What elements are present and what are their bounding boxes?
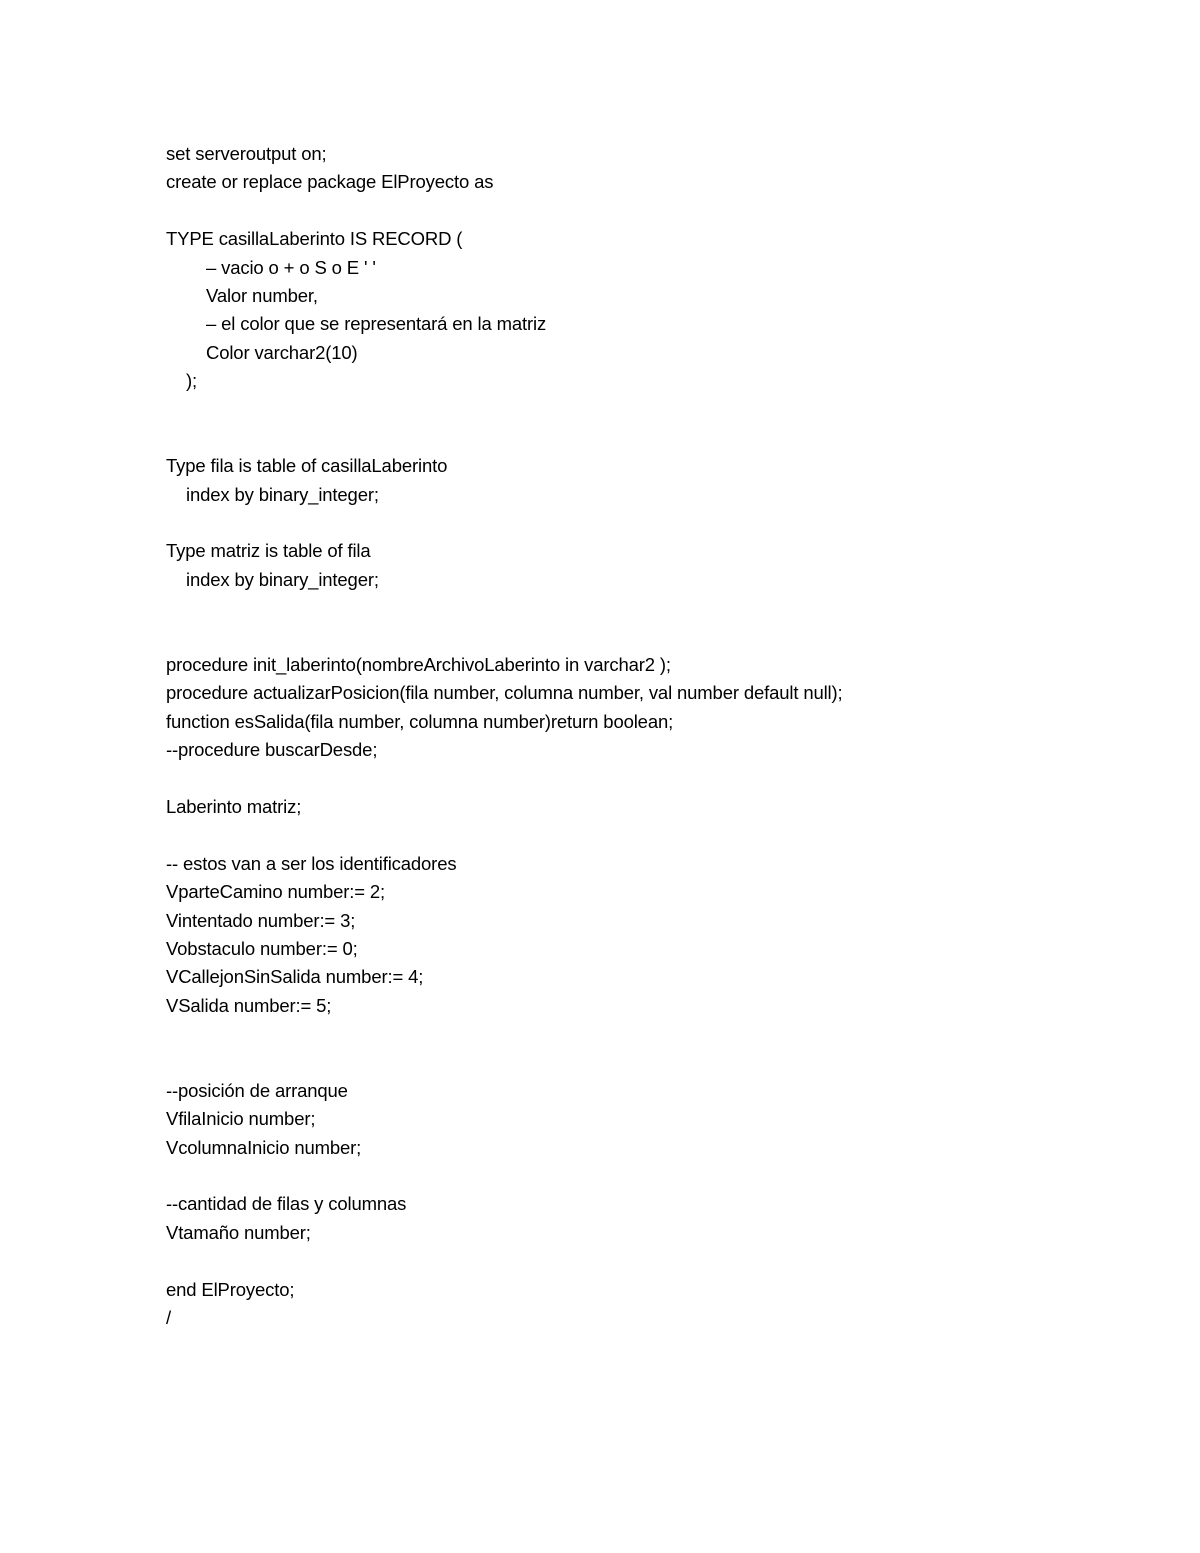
code-line: procedure init_laberinto(nombreArchivoLaberinto in varchar2 ); — [166, 654, 671, 676]
blank-line — [166, 765, 1146, 793]
code-line: create or replace package ElProyecto as — [166, 171, 494, 193]
code-line: function esSalida(fila number, columna number)return boolean; — [166, 710, 674, 732]
blank-line — [166, 623, 1146, 651]
code-line: Vtamaño number; — [166, 1221, 311, 1243]
blank-line — [166, 821, 1146, 849]
blank-line — [166, 1049, 1146, 1077]
code-line: VparteCamino number:= 2; — [166, 881, 386, 903]
code-line: ); — [186, 370, 198, 392]
code-line: Valor number, — [206, 284, 318, 306]
code-line: procedure actualizarPosicion(fila number, columna number, val number default null); — [166, 682, 843, 704]
code-line: set serveroutput on; — [166, 143, 327, 164]
code-line: VcolumnaInicio number; — [166, 1136, 362, 1158]
code-line: index by binary_integer; — [186, 568, 379, 590]
code-line: Type matriz is table of fila — [166, 540, 371, 562]
code-line: TYPE casillaLaberinto IS RECORD ( — [166, 228, 463, 250]
code-line: -- estos van a ser los identificadores — [166, 852, 457, 874]
blank-line — [166, 1020, 1146, 1048]
code-line: --posición de arranque — [166, 1079, 348, 1101]
blank-line — [166, 594, 1146, 622]
code-line: VCallejonSinSalida number:= 4; — [166, 966, 424, 988]
blank-line — [166, 1247, 1146, 1275]
code-line: Type fila is table of casillaLaberinto — [166, 455, 448, 477]
code-line: end ElProyecto; — [166, 1278, 295, 1300]
blank-line — [166, 424, 1146, 452]
code-line: Color varchar2(10) — [206, 341, 358, 363]
code-line: Vobstaculo number:= 0; — [166, 937, 358, 959]
code-line: Vintentado number:= 3; — [166, 909, 356, 931]
blank-line — [166, 396, 1146, 424]
code-line: – vacio o + o S o E ' ' — [206, 256, 376, 278]
code-listing — [166, 140, 1146, 1332]
code-line: Laberinto matriz; — [166, 795, 302, 817]
code-line: index by binary_integer; — [186, 483, 379, 505]
code-line: / — [166, 1307, 171, 1329]
code-line: --procedure buscarDesde; — [166, 739, 378, 761]
code-line: --cantidad de filas y columnas — [166, 1193, 407, 1215]
blank-line — [166, 197, 1146, 225]
blank-line — [166, 1162, 1146, 1190]
code-line: – el color que se representará en la matriz — [206, 313, 547, 335]
blank-line — [166, 509, 1146, 537]
code-line: VSalida number:= 5; — [166, 994, 332, 1016]
code-line: VfilaInicio number; — [166, 1108, 316, 1130]
